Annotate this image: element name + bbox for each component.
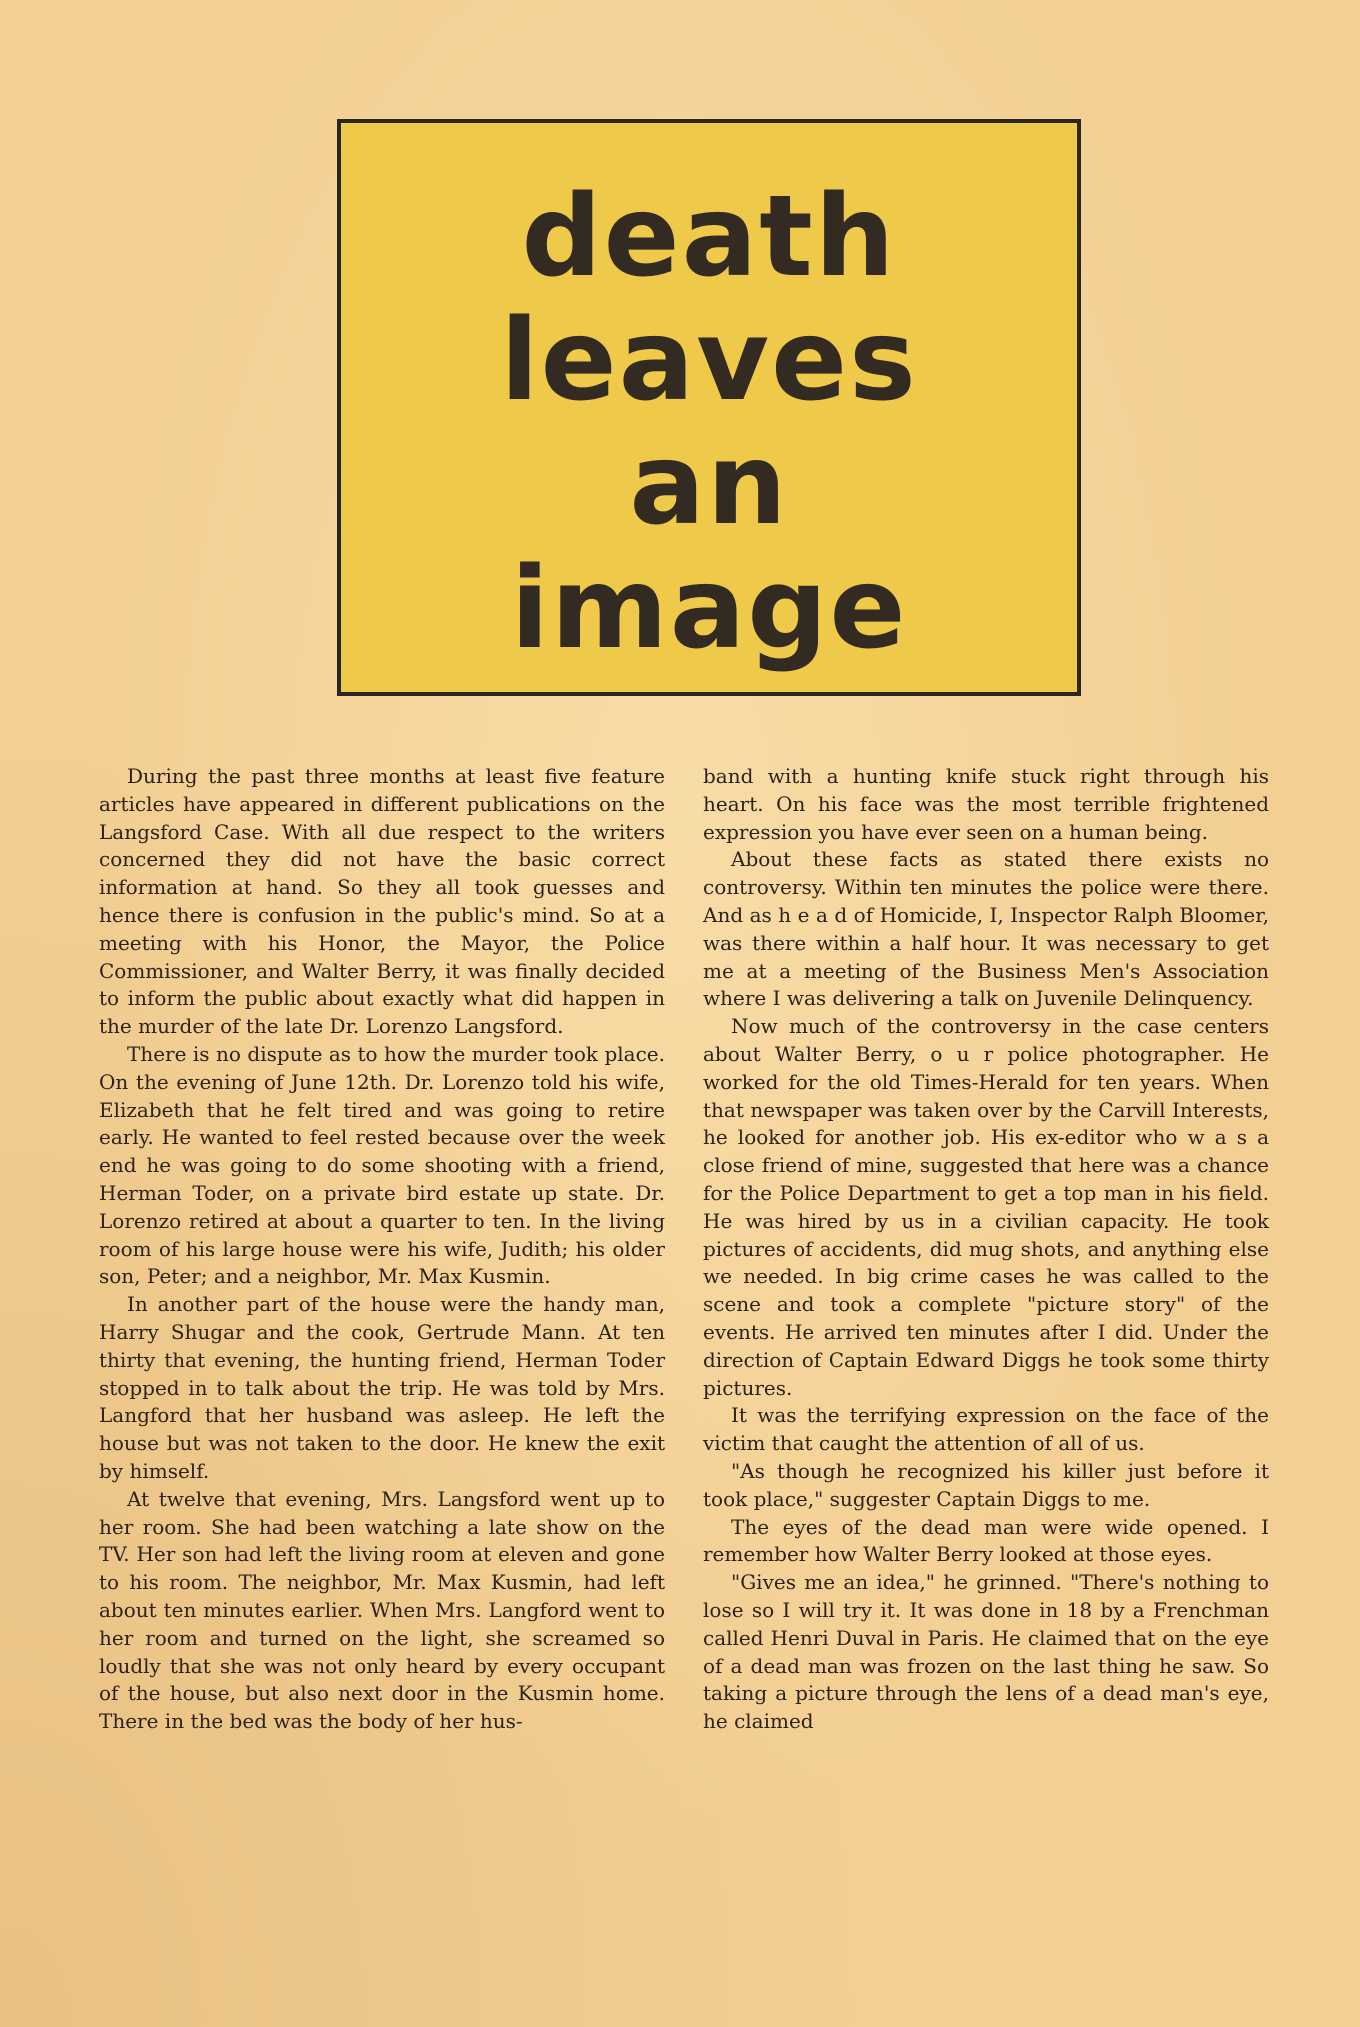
left-column [99, 763, 665, 2003]
article-body [99, 763, 1269, 2003]
paragraph: At twelve that evening, Mrs. Langsford went up to her room. She had been watching a late show on the TV. Her son had left the living room at eleven and gone to his room. The neighbor, Mr. Max Kusmin, had left about ten minutes earlier. When Mrs. Langford went to her room and turned on the light, she screamed so loudly that she was not only heard by every occupant of the house, but also next door in the Kusmin home. There in the bed was the body of her hus- [99, 1486, 665, 1734]
paragraph: The eyes of the dead man were wide opened. I remember how Walter Berry looked at those eyes. [703, 1514, 1269, 1567]
paragraph: During the past three months at least five feature articles have appeared in different publications on the Langsford Case. With all due respect to the writers concerned they did not have the basic correct information at hand. So they all took guesses and hence there is confusion in the public's mind. So at a meeting with his Honor, the Mayor, the Police Commissioner, and Walter Berry, it was finally decided to inform the public about exactly what did happen in the murder of the late Dr. Lorenzo Langsford. [99, 764, 665, 1039]
title-box [337, 119, 1081, 696]
right-column [703, 763, 1269, 2003]
paragraph-continued: band with a hunting knife stuck right through his heart. On his face was the most terrible frightened expression you have ever seen on a human being. [703, 764, 1269, 844]
paragraph: "Gives me an idea," he grinned. "There's nothing to lose so I will try it. It was done in 18 by a Frenchman called Henri Duval in Paris. He claimed that on the eye of a dead man was frozen on the last thing he saw. So taking a picture through the lens of a dead man's eye, he claimed [703, 1570, 1269, 1734]
paragraph: Now much of the controversy in the case centers about Walter Berry, o u r police photographer. He worked for the old Times-Herald for ten years. When that newspaper was taken over by the Carvill Interests, he looked for another job. His ex-editor who w a s a close friend of mine, suggested that here was a chance for the Police Department to get a top man in his field. He was hired by us in a civilian capacity. He took pictures of accidents, did mug shots, and anything else we needed. In big crime cases he was called to the scene and took a complete "picture story" of the events. He arrived ten minutes after I did. Under the direction of Captain Edward Diggs he took some thirty pictures. [703, 1014, 1269, 1400]
paragraph: It was the terrifying expression on the face of the victim that caught the attention of all of us. [703, 1403, 1269, 1456]
title-line-4: image [510, 544, 908, 674]
paragraph: "As though he recognized his killer just before it took place," suggester Captain Diggs to me. [703, 1458, 1269, 1511]
paragraph: There is no dispute as to how the murder took place. On the evening of June 12th. Dr. Lorenzo told his wife, Elizabeth that he felt tired and was going to retire early. He wanted to feel rested because over the week end he was going to do some shooting with a friend, Herman Toder, on a private bird estate up state. Dr. Lorenzo retired at about a quarter to ten. In the living room of his large house were his wife, Judith; his older son, Peter; and a neighbor, Mr. Max Kusmin. [99, 1041, 665, 1289]
title-line-3: an [629, 420, 789, 550]
paragraph: In another part of the house were the handy man, Harry Shugar and the cook, Gertrude Mann. At ten thirty that evening, the hunting friend, Herman Toder stopped in to talk about the trip. He was told by Mrs. Langford that her husband was asleep. He left the house but was not taken to the door. He knew the exit by himself. [99, 1292, 665, 1483]
title-line-1: death [521, 172, 897, 302]
paragraph: About these facts as stated there exists no controversy. Within ten minutes the police were there. And as h e a d of Homicide, I, Inspector Ralph Bloomer, was there within a half hour. It was necessary to get me at a meeting of the Business Men's Association where I was delivering a talk on Juvenile Delinquency. [703, 847, 1269, 1011]
title-line-2: leaves [500, 296, 918, 426]
